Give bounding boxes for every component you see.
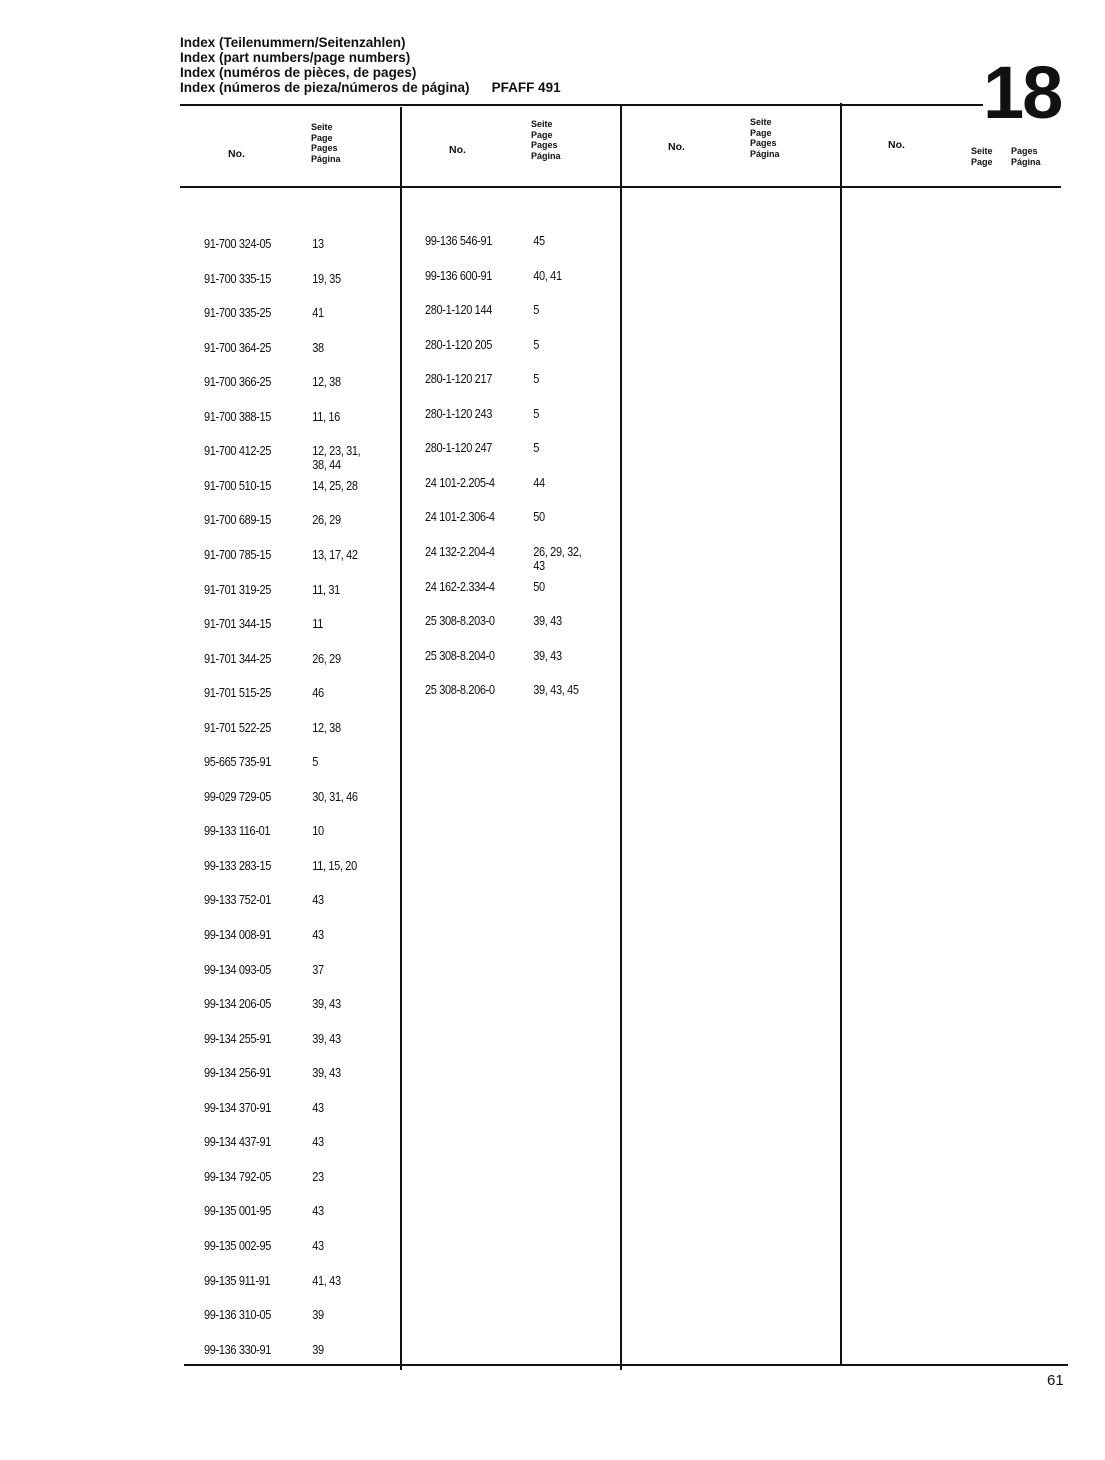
part-number: 99-134 206-05 (204, 997, 271, 1012)
col1-no-header: No. (228, 148, 245, 160)
page-reference: 11, 15, 20 (312, 858, 357, 873)
page-reference: 39 (312, 1308, 324, 1323)
part-number: 91-700 366-25 (204, 375, 271, 390)
part-number: 280-1-120 217 (425, 372, 492, 387)
page-reference: 50 (533, 579, 545, 594)
page-label-de: Seite (311, 122, 333, 132)
page-reference: 13 (312, 237, 324, 251)
chapter-number: 18 (983, 51, 1062, 134)
page-label-es: Página (750, 148, 780, 159)
page-label-es: Página (531, 150, 561, 161)
col2-page-header (531, 119, 561, 161)
part-number: 24 101-2.306-4 (425, 510, 495, 525)
col3-page-header (750, 117, 780, 159)
part-number: 99-135 911-91 (204, 1273, 271, 1288)
page-reference: 38 (312, 340, 324, 355)
page-reference: 39, 43 (533, 614, 562, 629)
col2-no-header: No. (449, 144, 466, 156)
part-number: 91-700 785-15 (204, 547, 271, 562)
page-label-en: Page (971, 156, 993, 167)
page-reference: 23 (312, 1169, 324, 1184)
page-label-en: Page (311, 132, 333, 143)
page-number: 61 (1047, 1372, 1064, 1389)
part-number: 99-134 255-91 (204, 1031, 271, 1046)
col1-page-header (311, 122, 341, 164)
part-number: 99-136 600-91 (425, 268, 492, 283)
part-number: 99-029 729-05 (204, 789, 271, 804)
page-reference: 39, 43 (312, 1031, 341, 1046)
part-number: 25 308-8.206-0 (425, 683, 495, 698)
part-number: 280-1-120 144 (425, 303, 492, 318)
page-label-de: Seite (750, 117, 772, 127)
page-reference: 26, 29 (312, 651, 341, 666)
page-label-de: Seite (531, 119, 553, 129)
page-label-es: Página (311, 153, 341, 164)
part-number: 24 162-2.334-4 (425, 579, 495, 594)
title-line-es-text: Index (números de pieza/números de página) (180, 80, 470, 95)
part-number: 91-700 335-15 (204, 271, 271, 286)
part-number: 99-134 370-91 (204, 1100, 271, 1115)
page-reference: 5 (533, 337, 540, 352)
part-number: 91-700 324-05 (204, 237, 271, 251)
header-top-rule (180, 104, 983, 106)
title-line-de: Index (Teilenummern/Seitenzahlen) (180, 35, 406, 50)
page-reference: 10 (312, 824, 324, 839)
page-reference: 13, 17, 42 (312, 547, 358, 562)
col4-page-header-right (1011, 146, 1041, 167)
part-number: 99-133 283-15 (204, 858, 271, 873)
part-number: 95-665 735-91 (204, 755, 271, 770)
part-number: 24 132-2.204-4 (425, 544, 495, 559)
page-reference: 14, 25, 28 (312, 478, 358, 493)
part-number: 99-134 437-91 (204, 1135, 271, 1150)
page-reference: 43 (312, 928, 324, 942)
page-reference: 5 (533, 441, 540, 456)
page-reference: 41, 43 (312, 1273, 341, 1288)
part-number: 99-134 792-05 (204, 1169, 271, 1184)
page-reference: 11 (312, 617, 323, 632)
page-reference: 5 (312, 755, 319, 770)
page-reference: 39, 43 (312, 1066, 341, 1081)
part-number: 280-1-120 243 (425, 406, 492, 421)
index-title (180, 35, 561, 95)
page-label-es: Página (1011, 156, 1041, 167)
part-number: 99-135 001-95 (204, 1204, 271, 1219)
page-reference: 11, 16 (312, 409, 340, 424)
page-reference: 39, 43 (533, 648, 562, 663)
page-reference: 39 (312, 1342, 324, 1357)
part-number: 91-700 510-15 (204, 478, 271, 493)
part-number: 25 308-8.204-0 (425, 648, 495, 663)
col4-no-header: No. (888, 139, 905, 151)
part-number: 91-701 319-25 (204, 582, 271, 597)
part-number: 99-134 093-05 (204, 962, 271, 977)
page-reference: 46 (312, 686, 324, 701)
page-reference: 50 (533, 510, 545, 525)
column-divider-2 (620, 105, 622, 1370)
part-number: 99-136 330-91 (204, 1342, 271, 1357)
page-reference: 26, 29, 32, 43 (533, 544, 582, 573)
part-number: 91-700 335-25 (204, 306, 271, 321)
page-label-en: Page (531, 129, 553, 140)
title-line-es (180, 80, 561, 95)
page-reference: 30, 31, 46 (312, 789, 358, 804)
page-label-en: Page (750, 127, 772, 138)
page-label-fr: Pages (531, 140, 558, 150)
page-reference: 43 (312, 1100, 324, 1115)
part-number: 99-136 310-05 (204, 1308, 271, 1323)
page-reference: 19, 35 (312, 271, 341, 286)
page-reference: 5 (533, 303, 540, 318)
part-number: 99-134 256-91 (204, 1066, 271, 1081)
part-number: 91-700 388-15 (204, 409, 271, 424)
page-reference: 12, 38 (312, 375, 341, 390)
part-number: 280-1-120 205 (425, 337, 492, 352)
title-line-en: Index (part numbers/page numbers) (180, 50, 411, 65)
page-reference: 12, 38 (312, 720, 341, 735)
page-reference: 11, 31 (312, 582, 340, 597)
page-reference: 43 (312, 893, 324, 908)
page-reference: 45 (533, 234, 545, 248)
part-number: 91-701 344-15 (204, 617, 271, 632)
part-number: 99-135 002-95 (204, 1238, 271, 1253)
part-number: 99-133 752-01 (204, 893, 271, 908)
part-number: 99-136 546-91 (425, 234, 492, 248)
part-number: 91-700 412-25 (204, 444, 271, 459)
part-number: 99-134 008-91 (204, 928, 271, 942)
page-label-fr: Pages (750, 138, 777, 148)
page-label-fr: Pages (311, 143, 338, 153)
page-reference: 26, 29 (312, 513, 341, 528)
part-number: 91-701 515-25 (204, 686, 271, 701)
page-reference: 43 (312, 1135, 324, 1150)
part-number: 91-700 689-15 (204, 513, 271, 528)
page-reference: 44 (533, 475, 545, 490)
column-divider-1 (400, 107, 402, 1370)
page-reference: 37 (312, 962, 324, 977)
page-reference: 40, 41 (533, 268, 562, 283)
part-number: 99-133 116-01 (204, 824, 271, 839)
page-reference: 43 (312, 1238, 324, 1253)
footer-rule (184, 1364, 1068, 1366)
column-divider-3 (840, 103, 842, 1366)
page-reference: 43 (312, 1204, 324, 1219)
page-reference: 12, 23, 31, 38, 44 (312, 444, 361, 473)
page-reference: 5 (533, 406, 540, 421)
page-label-fr: Pages (1011, 146, 1038, 156)
part-number: 91-701 522-25 (204, 720, 271, 735)
page-reference: 5 (533, 372, 540, 387)
part-number: 91-701 344-25 (204, 651, 271, 666)
part-number: 280-1-120 247 (425, 441, 492, 456)
part-number: 25 308-8.203-0 (425, 614, 495, 629)
page-reference: 39, 43 (312, 997, 341, 1012)
col3-no-header: No. (668, 141, 685, 153)
page-reference: 39, 43, 45 (533, 683, 579, 698)
part-number: 24 101-2.205-4 (425, 475, 495, 490)
page-label-de: Seite (971, 146, 993, 156)
page-reference: 41 (312, 306, 324, 321)
title-line-fr: Index (numéros de pièces, de pages) (180, 65, 417, 80)
part-number: 91-700 364-25 (204, 340, 271, 355)
machine-model: PFAFF 491 (491, 80, 561, 95)
col4-page-header-left (971, 146, 993, 167)
